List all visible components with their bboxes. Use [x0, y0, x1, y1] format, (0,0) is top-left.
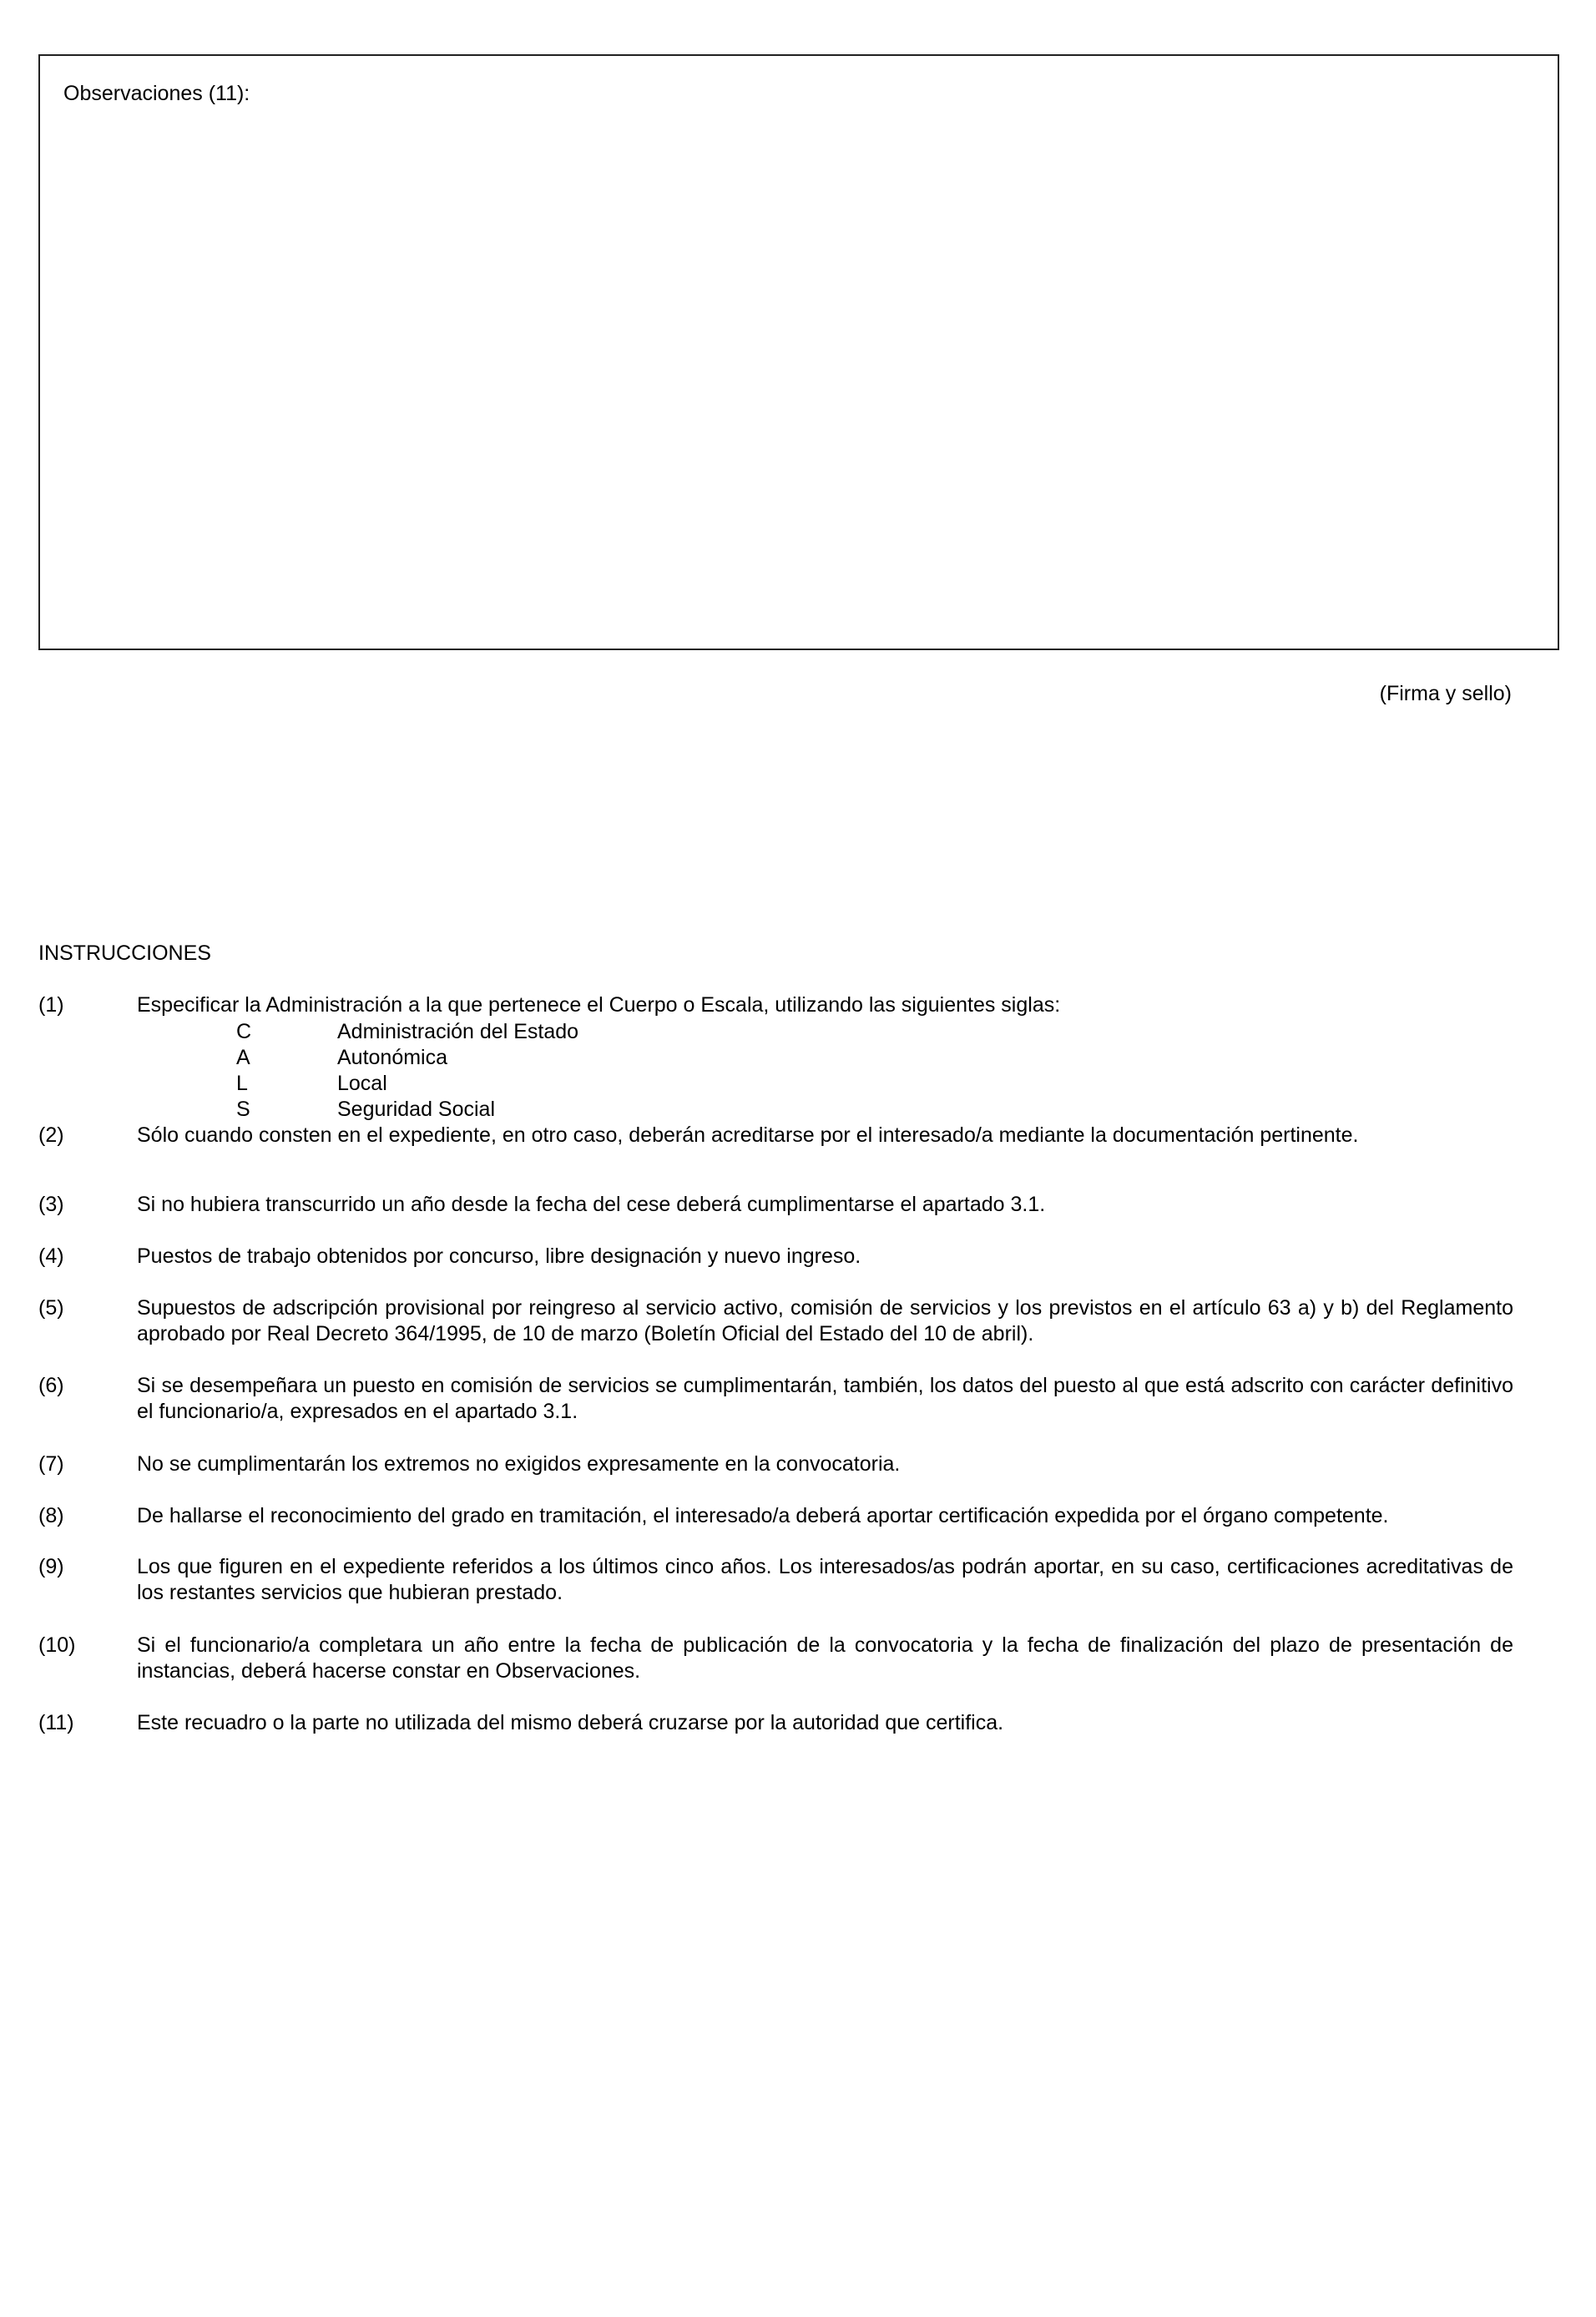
instruction-number: (3) — [38, 1193, 64, 1216]
sigla-letter: C — [236, 1020, 252, 1043]
instruction-item — [38, 1710, 1513, 1736]
instruction-item — [38, 1451, 1513, 1477]
instruction-item — [38, 1373, 1513, 1425]
sigla-desc: Administración del Estado — [337, 1020, 579, 1043]
observaciones-label: Observaciones (11): — [63, 82, 250, 105]
sigla-letter: L — [236, 1072, 248, 1095]
observaciones-box — [38, 54, 1559, 650]
instruction-item — [38, 1123, 1513, 1148]
instruction-number: (11) — [38, 1711, 74, 1734]
sigla-letter: S — [236, 1098, 250, 1121]
sigla-desc: Local — [337, 1072, 387, 1095]
instruction-item — [38, 1503, 1513, 1529]
instruction-number: (4) — [38, 1244, 64, 1268]
instruction-number: (8) — [38, 1504, 64, 1527]
instruction-item — [38, 1633, 1513, 1684]
instruction-number: (10) — [38, 1633, 76, 1657]
instruction-text: Los que figuren en el expediente referidos a los últimos cinco años. Los interesados/as podrán aportar, en su caso, certificaciones acreditativas de los restantes servicios que hubieran prestado. — [137, 1555, 1513, 1604]
sigla-desc: Autonómica — [337, 1046, 448, 1069]
instruction-text: Este recuadro o la parte no utilizada del mismo deberá cruzarse por la autoridad que certifica. — [137, 1711, 1004, 1734]
instruction-text: Si el funcionario/a completara un año entre la fecha de publicación de la convocatoria y la fecha de finalización del plazo de presentación de instancias, deberá hacerse constar en Observaciones. — [137, 1633, 1513, 1683]
instruction-text: Si no hubiera transcurrido un año desde la fecha del cese deberá cumplimentarse el apartado 3.1. — [137, 1193, 1046, 1216]
instruction-item — [38, 1192, 1513, 1218]
instruction-text: Sólo cuando consten en el expediente, en otro caso, deberán acreditarse por el interesado/a mediante la documentación pertinente. — [137, 1123, 1359, 1147]
sigla-letter: A — [236, 1046, 250, 1069]
instruction-text: Puestos de trabajo obtenidos por concurso, libre designación y nuevo ingreso. — [137, 1244, 861, 1268]
instruction-text: No se cumplimentarán los extremos no exigidos expresamente en la convocatoria. — [137, 1452, 901, 1476]
instruction-text: Especificar la Administración a la que pertenece el Cuerpo o Escala, utilizando las siguientes siglas: — [137, 993, 1061, 1017]
instruction-text: De hallarse el reconocimiento del grado en tramitación, el interesado/a deberá aportar certificación expedida por el órgano competente. — [137, 1504, 1389, 1527]
instructions-heading: INSTRUCCIONES — [38, 941, 211, 965]
instruction-item — [38, 992, 1513, 1018]
instruction-number: (1) — [38, 993, 64, 1017]
instruction-number: (2) — [38, 1123, 64, 1147]
sigla-desc: Seguridad Social — [337, 1098, 496, 1121]
instruction-item — [38, 1244, 1513, 1270]
instruction-number: (6) — [38, 1374, 64, 1397]
instruction-number: (7) — [38, 1452, 64, 1476]
instruction-item — [38, 1554, 1513, 1606]
instruction-text: Supuestos de adscripción provisional por reingreso al servicio activo, comisión de servicios y los previstos en el artículo 63 a) y b) del Reglamento aprobado por Real Decreto 364/1995, de 10 de marzo (Boletín Oficial del Estado del 10 de abril). — [137, 1296, 1513, 1345]
instruction-text: Si se desempeñara un puesto en comisión de servicios se cumplimentarán, también, los datos del puesto al que está adscrito con carácter definitivo el funcionario/a, expresados en el apartado 3.1. — [137, 1374, 1513, 1423]
instruction-number: (5) — [38, 1296, 64, 1320]
instruction-item — [38, 1295, 1513, 1347]
firma-label: (Firma y sello) — [1379, 682, 1512, 705]
instruction-number: (9) — [38, 1555, 64, 1578]
